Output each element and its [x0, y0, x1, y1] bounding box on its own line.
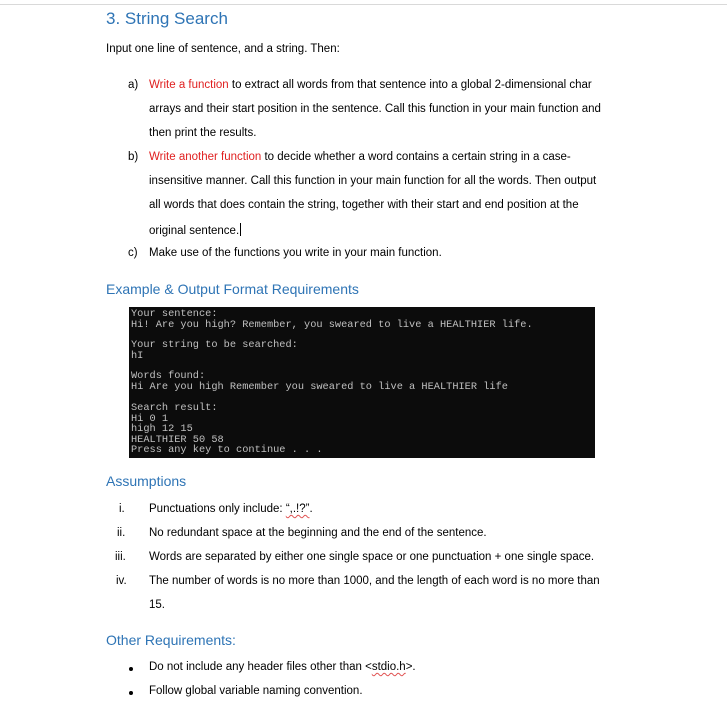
- example-heading: Example & Output Format Requirements: [106, 281, 359, 297]
- task-b-line-3: all words that does contain the string, together with their start and end position at the: [149, 199, 579, 211]
- task-b-line-1: Write another function to decide whether a word contains a certain string in a case-: [149, 151, 571, 163]
- console-line: high 12 15: [131, 423, 193, 435]
- list-marker: a): [128, 79, 139, 91]
- assumption-4-line-2: 15.: [149, 599, 165, 611]
- assumption-3: Words are separated by either one single space or one punctuation + one single space.: [149, 551, 595, 563]
- console-line: Words found:: [131, 370, 206, 382]
- task-c-text: Make use of the functions you write in your main function.: [149, 247, 442, 259]
- console-line: Hi Are you high Remember you sweared to live a HEALTHIER life: [131, 380, 508, 393]
- task-b-line-4: original sentence.: [149, 225, 240, 237]
- console-line: HEALTHIER 50 58: [131, 433, 224, 446]
- bullet-icon: [129, 667, 133, 671]
- list-marker: iii.: [115, 551, 126, 563]
- console-line: Search result:: [131, 402, 218, 414]
- assumptions-heading: Assumptions: [106, 473, 187, 489]
- list-marker: i.: [119, 503, 125, 515]
- task-a-line-1: Write a function to extract all words from that sentence into a global 2-dimensional char: [149, 79, 592, 91]
- task-a-line-3: then print the results.: [149, 127, 257, 139]
- page-top-border: [0, 4, 727, 5]
- list-marker: ii.: [117, 527, 126, 539]
- console-line: Hi 0 1: [131, 412, 169, 425]
- highlight-text: Write a function: [149, 79, 229, 91]
- punctuation-list: “,.!?”: [285, 503, 310, 515]
- assumption-1: Punctuations only include: “,.!?”.: [149, 503, 313, 515]
- list-marker: iv.: [116, 575, 127, 587]
- console-line: Press any key to continue . . .: [131, 444, 323, 456]
- assumption-2: No redundant space at the beginning and the end of the sentence.: [149, 527, 487, 539]
- intro-text: Input one line of sentence, and a string. Then:: [106, 43, 340, 55]
- text-cursor: [240, 223, 241, 236]
- bullet-icon: [129, 691, 133, 695]
- other-requirement-2: Follow global variable naming convention.: [149, 685, 363, 697]
- highlight-text: Write another function: [149, 151, 262, 163]
- list-marker: c): [128, 247, 138, 259]
- console-line: Your string to be searched:: [131, 339, 298, 351]
- other-requirements-heading: Other Requirements:: [106, 632, 236, 648]
- console-line: Hi! Are you high? Remember, you sweared to live a HEALTHIER life.: [131, 318, 533, 331]
- other-requirement-1: Do not include any header files other than <stdio.h>.: [149, 661, 416, 673]
- list-marker: b): [128, 151, 139, 163]
- task-a-line-2: arrays and their start position in the sentence. Call this function in your main function and: [149, 103, 601, 115]
- task-b-line-2: insensitive manner. Call this function in your main function for all the words. Then output: [149, 175, 597, 187]
- header-file-name: stdio.h: [371, 661, 406, 673]
- console-output: [129, 307, 595, 458]
- assumption-4-line-1: The number of words is no more than 1000, and the length of each word is no more than: [149, 575, 600, 587]
- console-line: hI: [131, 349, 144, 362]
- section-title: 3. String Search: [106, 9, 228, 28]
- console-line: Your sentence:: [131, 308, 218, 320]
